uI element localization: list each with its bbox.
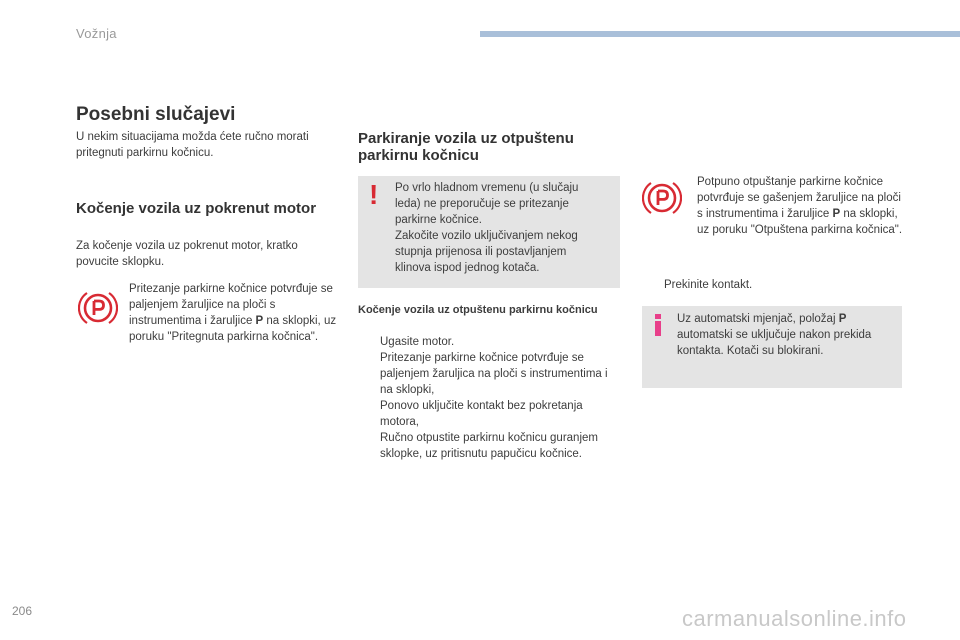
section-label: Vožnja [76, 26, 117, 41]
parking-brake-applied-text: Pritezanje parkirne kočnice potvrđuje se paljenjem žaruljice na ploči s instrumentima i žaruljice P na sklopki, uz poruku "Pritegnuta parkirna kočnica". [129, 283, 337, 343]
footer-watermark: carmanualsonline.info [682, 606, 907, 631]
right-steps-list [642, 277, 904, 293]
braking-engine-running-paragraph: Za kočenje vozila uz pokrenut motor, kratko povucite sklopku. [76, 240, 298, 268]
steps-list [358, 334, 620, 462]
parking-brake-icon [78, 288, 118, 328]
section-heading-braking-engine-running: Kočenje vozila uz pokrenut motor [76, 200, 317, 217]
page-number: 206 [12, 604, 33, 618]
list-item: Ručno otpustite parkirnu kočnicu guranjem sklopke, uz pritisnutu papučicu kočnice. [380, 432, 598, 460]
sub-heading-braking-released: Kočenje vozila uz otpuštenu parkirnu kočnicu [358, 304, 598, 316]
list-item: Ugasite motor. Pritezanje parkirne kočnice potvrđuje se paljenjem žaruljica na ploči s instrumentima i na sklopki, [380, 336, 608, 396]
list-item: Prekinite kontakt. [664, 279, 753, 291]
info-note-text: Uz automatski mjenjač, položaj P automatski se uključuje nakon prekida kontakta. Kotači su blokirani. [677, 313, 872, 357]
intro-paragraph: U nekim situacijama možda ćete ručno morati pritegnuti parkirnu kočnicu. [76, 131, 309, 159]
parking-brake-released-text: Potpuno otpuštanje parkirne kočnice potvrđuje se gašenjem žaruljice na ploči s instrumentima i žaruljice P na sklopki, uz poruku "Otpuštena parkirna kočnica". [697, 176, 903, 236]
page-title: Posebni slučajevi [76, 104, 236, 125]
header-accent-bar [480, 31, 960, 37]
parking-brake-icon [642, 178, 682, 218]
warning-note-text: Po vrlo hladnom vremenu (u slučaju leda) ne preporučuje se pritezanje parkirne kočnice. Zakočite vozilo uključivanjem nekog stupnja prijenosa ili postavljanjem klinova ispod jednog kotača. [395, 182, 579, 274]
warning-icon: ! [369, 179, 379, 210]
section-heading-parking-released: Parkiranje vozila uz otpuštenu parkirnu kočnicu [358, 130, 574, 164]
info-icon [654, 314, 662, 336]
list-item: Ponovo uključite kontakt bez pokretanja motora, [380, 400, 583, 428]
